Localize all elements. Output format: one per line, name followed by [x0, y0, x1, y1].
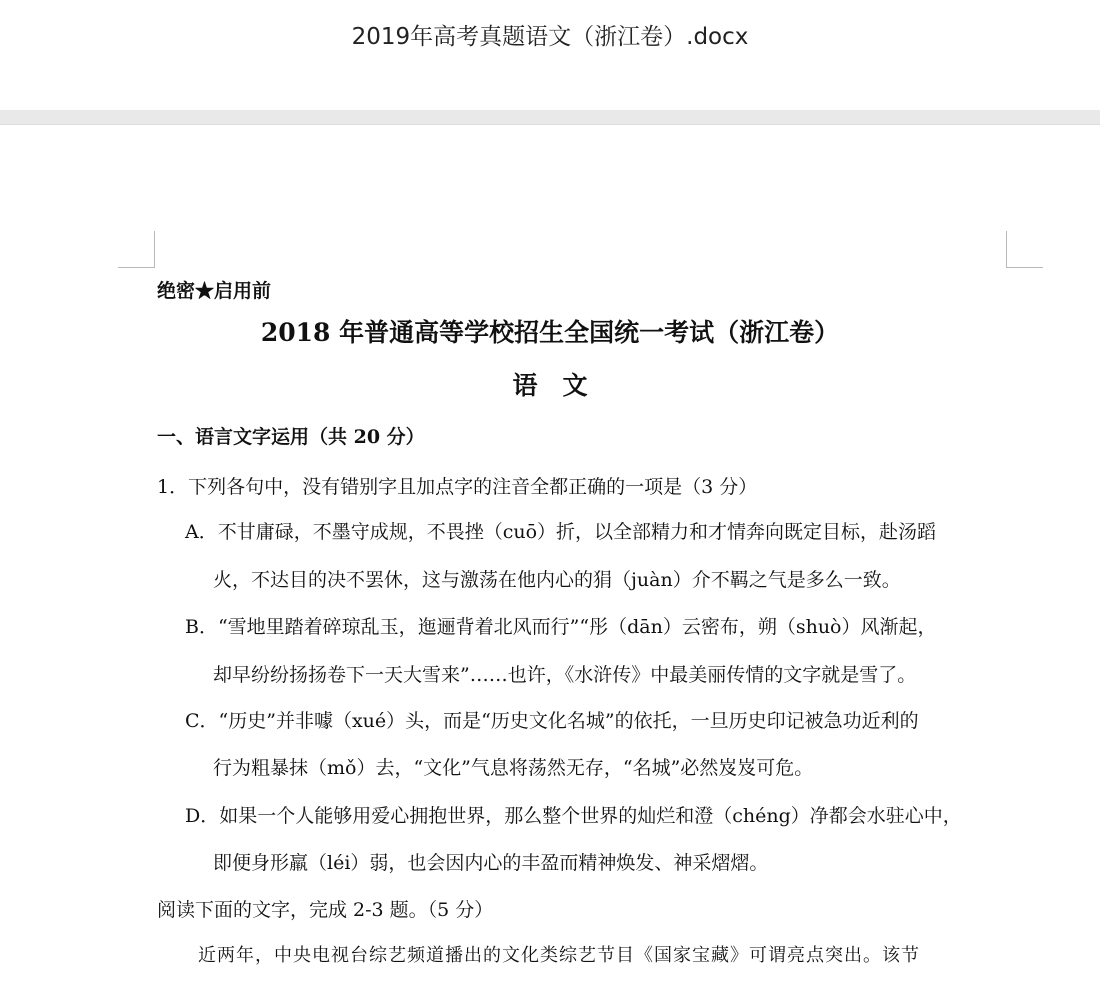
option-b-line-1: B．“雪地里踏着碎琼乱玉，迤逦背着北风而行”“彤（dān）云密布，朔（shuò）风渐起，	[185, 616, 937, 638]
document-title: 2019年高考真题语文（浙江卷）.docx	[351, 24, 749, 50]
question-1: 1．下列各句中，没有错别字且加点字的注音全都正确的一项是（3 分）	[157, 476, 758, 498]
option-d-line-1: D．如果一个人能够用爱心拥抱世界，那么整个世界的灿烂和澄（chéng）净都会水驻心中，	[185, 805, 962, 827]
document-page[interactable]	[0, 125, 1100, 990]
margin-corner-mark-right	[1006, 231, 1043, 268]
option-c-line-2: 行为粗暴抹（mǒ）去，“文化”气息将荡然无存，“名城”必然岌岌可危。	[213, 757, 814, 779]
section-heading: 一、语言文字运用（共 20 分）	[157, 426, 425, 448]
option-d-line-2: 即便身形羸（léi）弱，也会因内心的丰盈而精神焕发、神采熠熠。	[213, 852, 769, 874]
exam-title: 2018 年普通高等学校招生全国统一考试（浙江卷）	[260, 318, 840, 347]
margin-corner-mark-left	[118, 231, 155, 268]
passage-text: 近两年，中央电视台综艺频道播出的文化类综艺节目《国家宝藏》可谓亮点突出。该节	[198, 945, 920, 966]
secret-label: 绝密★启用前	[157, 280, 272, 302]
option-b-line-2: 却早纷纷扬扬卷下一天大雪来”……也许，《水浒传》中最美丽传情的文字就是雪了。	[213, 664, 917, 686]
option-a-line-1: A．不甘庸碌，不墨守成规，不畏挫（cuō）折，以全部精力和才情奔向既定目标，赴汤蹈	[185, 521, 937, 543]
option-a-line-2: 火，不达目的决不罢休，这与激荡在他内心的狷（juàn）介不羁之气是多么一致。	[213, 569, 901, 591]
reading-instructions: 阅读下面的文字，完成 2-3 题。（5 分）	[157, 899, 494, 921]
option-c-line-1: C．“历史”并非噱（xué）头，而是“历史文化名城”的依托，一旦历史印记被急功近利的	[185, 710, 919, 732]
subject-heading: 语 文	[512, 371, 588, 400]
page-divider	[0, 110, 1100, 125]
title-bar	[0, 0, 1100, 110]
